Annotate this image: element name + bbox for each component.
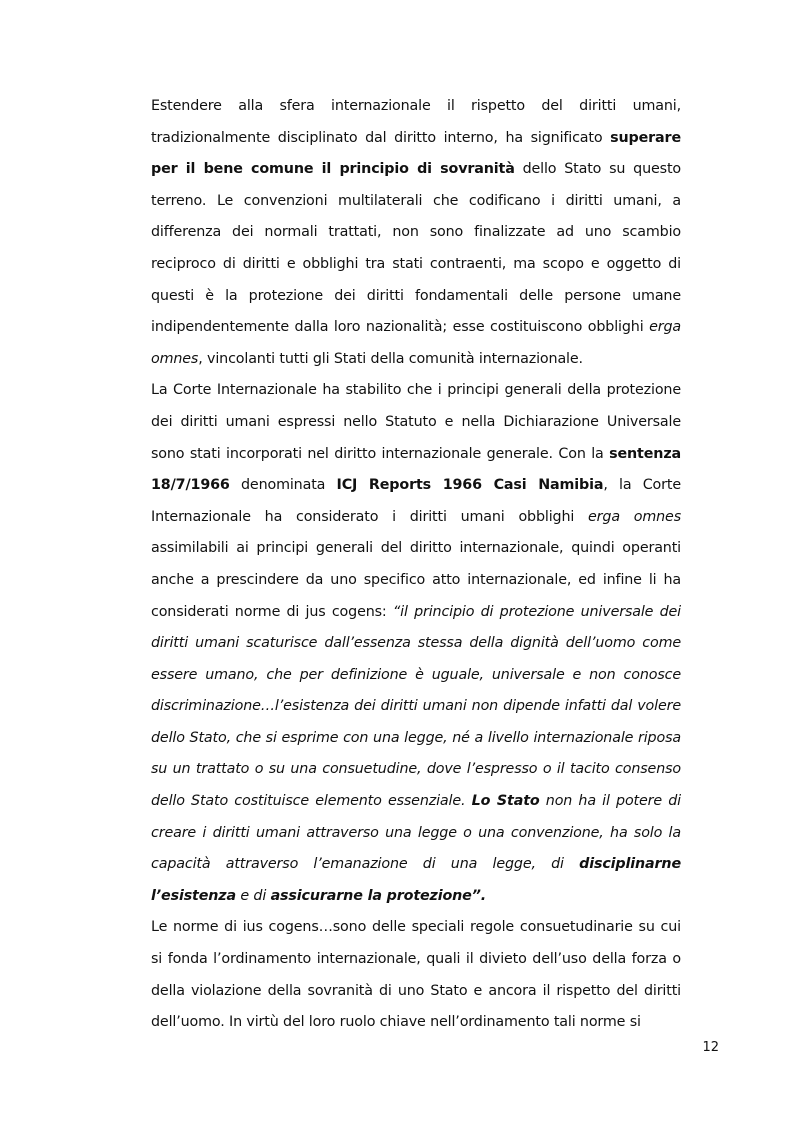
- bold-italic-inner: assicurarne la protezione: [270, 887, 472, 904]
- italic-quote-run: e di: [235, 887, 271, 904]
- bold-text-run: superare per il bene comune il principio di sovranità: [151, 129, 681, 178]
- bold-italic-text-run: [271, 888, 472, 904]
- text-run: denominata: [229, 477, 337, 494]
- text-run: La Corte Internazionale ha stabilito che i principi generali della protezione dei diritti umani espressi nello Statuto e nella Dichiarazione Universale sono stati incorporati nel diritto internazionale generale. Con la: [151, 382, 681, 462]
- bold-italic-text-run: [472, 793, 540, 809]
- text-run: Estendere alla sfera internazionale il rispetto del diritti umani, tradizionalmente disciplinato dal diritto interno, ha significato: [151, 98, 681, 146]
- italic-quote-run: “il principio di protezione universale dei diritti umani scaturisce dall’essenza stessa della dignità dell’uomo come essere umano, che per definizione è uguale, universale e non conosce discriminazione…l’esistenza dei diritti umani non dipende infatti dal volere dello Stato, che si esprime con una legge, né a livello internazionale riposa su un trattato o su una consuetudine, dove l’espresso o il tacito consenso dello Stato costituisce elemento essenziale.: [151, 603, 681, 810]
- bold-text-run: ICJ Reports 1966 Casi Namibia: [336, 477, 604, 494]
- page-number: 12: [702, 1040, 719, 1055]
- paragraph-1: [151, 91, 681, 375]
- text-run: Le norme di ius cogens…sono delle speciali regole consuetudinarie su cui si fonda l’ordinamento internazionale, quali il divieto dell’uso della forza o della violazione della sovranità di uno Stato e ancora il rispetto del diritti dell’uomo. In virtù del loro ruolo chiave nell’ordinamento tali norme si: [151, 919, 681, 1031]
- italic-text-run: erga omnes: [588, 508, 681, 525]
- bold-italic-text-run: [472, 888, 486, 904]
- bold-text-run: sentenza 18/7/1966: [151, 445, 681, 494]
- bold-italic-inner: Lo Stato: [471, 793, 540, 810]
- paragraph-3: [151, 912, 681, 1038]
- bold-italic-inner: ”.: [471, 887, 487, 904]
- italic-text-run: erga omnes: [151, 319, 681, 367]
- text-run: , la Corte Internazionale ha considerato i diritti umani obblighi: [151, 477, 681, 525]
- bold-italic-inner: disciplinarne l’esistenza: [151, 856, 681, 904]
- paragraph-2: [151, 375, 681, 912]
- body-text: [151, 91, 681, 1039]
- text-run: assimilabili ai principi generali del diritto internazionale, quindi operanti anche a prescindere da uno specifico atto internazionale, ed infine li ha considerati norme di jus cogens:: [151, 540, 681, 620]
- text-run: dello Stato su questo terreno. Le convenzioni multilaterali che codificano i diritti umani, a differenza dei normali trattati, non sono finalizzate ad uno scambio reciproco di diritti e obblighi tra stati contraenti, ma scopo e oggetto di questi è la protezione dei diritti fondamentali delle persone umane indipendentemente dalla loro nazionalità; esse costituiscono obblighi: [151, 161, 681, 336]
- italic-quote-run: non ha il potere di creare i diritti umani attraverso una legge o una convenzione, ha solo la capacità attraverso l’emanazione di una legge, di: [151, 793, 681, 873]
- text-run: , vincolanti tutti gli Stati della comunità internazionale.: [198, 350, 583, 367]
